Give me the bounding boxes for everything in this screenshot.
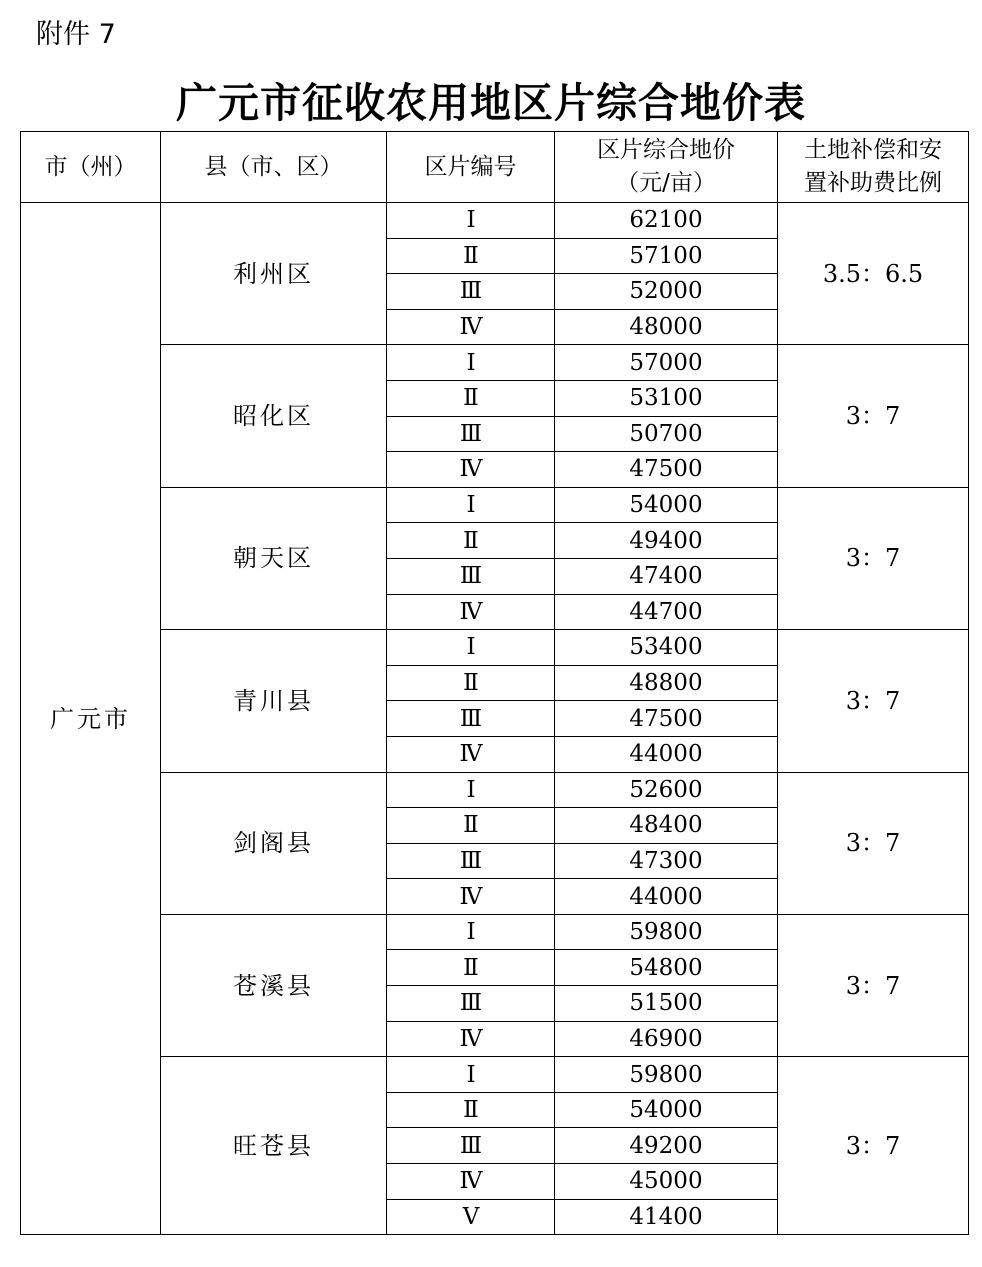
- zone-code-cell: Ⅱ: [387, 238, 555, 274]
- zone-price-cell: 52000: [555, 274, 778, 310]
- zone-code-cell: Ⅱ: [387, 950, 555, 986]
- zone-price-cell: 49200: [555, 1128, 778, 1164]
- page-title: 广元市征收农用地区片综合地价表: [176, 79, 806, 127]
- zone-code-cell: Ⅳ: [387, 736, 555, 772]
- compensation-ratio-cell: 3.5：6.5: [778, 203, 969, 345]
- zone-code-cell: Ⅲ: [387, 701, 555, 737]
- zone-code-cell: Ⅰ: [387, 914, 555, 950]
- zone-price-cell: 48400: [555, 808, 778, 844]
- zone-price-cell: 44000: [555, 736, 778, 772]
- zone-code-cell: Ⅳ: [387, 594, 555, 630]
- zone-code-cell: Ⅴ: [387, 1199, 555, 1235]
- county-cell: 朝天区: [161, 487, 387, 629]
- county-cell: 旺苍县: [161, 1057, 387, 1235]
- zone-code-cell: Ⅰ: [387, 487, 555, 523]
- zone-code-cell: Ⅱ: [387, 523, 555, 559]
- county-cell: 利州区: [161, 203, 387, 345]
- zone-price-cell: 49400: [555, 523, 778, 559]
- county-cell: 剑阁县: [161, 772, 387, 914]
- zone-price-cell: 57000: [555, 345, 778, 381]
- zone-code-cell: Ⅱ: [387, 380, 555, 416]
- header-price-line2: （元/亩）: [616, 170, 716, 196]
- zone-code-cell: Ⅳ: [387, 452, 555, 488]
- zone-price-cell: 54000: [555, 487, 778, 523]
- zone-price-cell: 48800: [555, 665, 778, 701]
- county-cell: 青川县: [161, 630, 387, 772]
- zone-price-cell: 47500: [555, 452, 778, 488]
- zone-price-cell: 47300: [555, 843, 778, 879]
- table-row: [21, 630, 969, 666]
- header-ratio-line2: 置补助费比例: [804, 170, 942, 196]
- zone-price-cell: 46900: [555, 1021, 778, 1057]
- zone-code-cell: Ⅳ: [387, 1164, 555, 1200]
- zone-code-cell: Ⅰ: [387, 1057, 555, 1093]
- zone-price-cell: 57100: [555, 238, 778, 274]
- zone-code-cell: Ⅱ: [387, 665, 555, 701]
- table-header-row: [21, 132, 969, 203]
- zone-price-cell: 54800: [555, 950, 778, 986]
- zone-price-cell: 47400: [555, 558, 778, 594]
- land-price-table: [20, 131, 969, 1235]
- zone-price-cell: 59800: [555, 1057, 778, 1093]
- zone-code-cell: Ⅱ: [387, 1092, 555, 1128]
- header-price: [555, 132, 778, 203]
- zone-code-cell: Ⅲ: [387, 986, 555, 1022]
- table-row: [21, 345, 969, 381]
- zone-code-cell: Ⅲ: [387, 843, 555, 879]
- zone-code-cell: Ⅳ: [387, 309, 555, 345]
- compensation-ratio-cell: 3：7: [778, 345, 969, 487]
- zone-code-cell: Ⅰ: [387, 772, 555, 808]
- zone-price-cell: 44000: [555, 879, 778, 915]
- zone-price-cell: 53100: [555, 380, 778, 416]
- compensation-ratio-cell: 3：7: [778, 1057, 969, 1235]
- city-cell: 广元市: [21, 203, 161, 1235]
- zone-price-cell: 48000: [555, 309, 778, 345]
- zone-price-cell: 53400: [555, 630, 778, 666]
- zone-code-cell: Ⅰ: [387, 345, 555, 381]
- attachment-label: 附件 7: [36, 19, 116, 50]
- table-row: [21, 203, 969, 239]
- header-ratio: [778, 132, 969, 203]
- compensation-ratio-cell: 3：7: [778, 772, 969, 914]
- zone-code-cell: Ⅳ: [387, 879, 555, 915]
- zone-price-cell: 51500: [555, 986, 778, 1022]
- table-row: [21, 772, 969, 808]
- zone-code-cell: Ⅲ: [387, 416, 555, 452]
- compensation-ratio-cell: 3：7: [778, 914, 969, 1056]
- header-price-line1: 区片综合地价: [597, 137, 735, 163]
- zone-code-cell: Ⅲ: [387, 1128, 555, 1164]
- table-row: [21, 1057, 969, 1093]
- zone-code-cell: Ⅲ: [387, 558, 555, 594]
- table-row: [21, 914, 969, 950]
- header-ratio-line1: 土地补偿和安: [804, 137, 942, 163]
- header-zone: 区片编号: [387, 132, 555, 203]
- zone-code-cell: Ⅰ: [387, 203, 555, 239]
- zone-price-cell: 45000: [555, 1164, 778, 1200]
- header-county: 县（市、区）: [161, 132, 387, 203]
- compensation-ratio-cell: 3：7: [778, 487, 969, 629]
- zone-code-cell: Ⅲ: [387, 274, 555, 310]
- zone-code-cell: Ⅳ: [387, 1021, 555, 1057]
- county-cell: 昭化区: [161, 345, 387, 487]
- compensation-ratio-cell: 3：7: [778, 630, 969, 772]
- zone-code-cell: Ⅱ: [387, 808, 555, 844]
- zone-price-cell: 59800: [555, 914, 778, 950]
- zone-price-cell: 62100: [555, 203, 778, 239]
- table-row: [21, 487, 969, 523]
- zone-price-cell: 54000: [555, 1092, 778, 1128]
- zone-price-cell: 41400: [555, 1199, 778, 1235]
- zone-price-cell: 52600: [555, 772, 778, 808]
- county-cell: 苍溪县: [161, 914, 387, 1056]
- table-body: [21, 203, 969, 1235]
- header-city: 市（州）: [21, 132, 161, 203]
- zone-price-cell: 44700: [555, 594, 778, 630]
- zone-price-cell: 47500: [555, 701, 778, 737]
- zone-price-cell: 50700: [555, 416, 778, 452]
- zone-code-cell: Ⅰ: [387, 630, 555, 666]
